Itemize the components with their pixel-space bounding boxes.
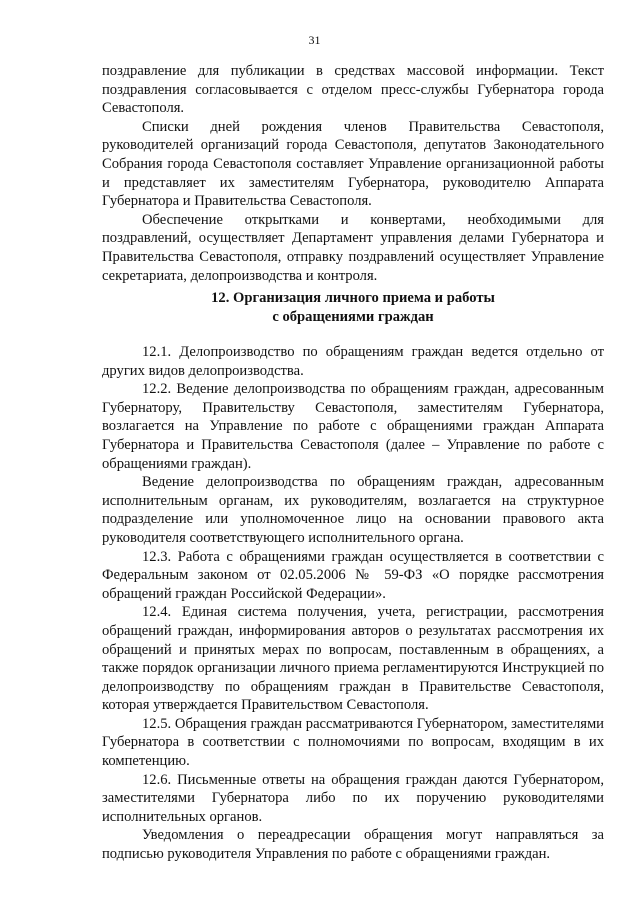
page-number: 31 bbox=[308, 33, 321, 47]
section-heading-line: с обращениями граждан bbox=[272, 309, 434, 325]
top-text-block bbox=[102, 62, 604, 285]
paragraph: Ведение делопроизводства по обращениям граждан, адресованным исполнительным органам, их руководителям, возлагается на структурное подразделение или уполномоченное лицо на основании правового акта руководителя соответствующего исполнительного органа. bbox=[102, 474, 604, 546]
paragraph: 12.3. Работа с обращениями граждан осуществляется в соответствии с Федеральным законом от 02.05.2006 № 59-ФЗ «О порядке рассмотрения обращений граждан Российской Федерации». bbox=[102, 548, 604, 602]
paragraph: 12.5. Обращения граждан рассматриваются Губернатором, заместителями Губернатора в соответствии с полномочиями по вопросам, входящим в их компетенцию. bbox=[102, 715, 604, 770]
paragraph: Обеспечение открытками и конвертами, необходимыми для поздравлений, осуществляет Департамент управления делами Губернатора и Правительства Севастополя, отправку поздравлений осуществляет Управление секретариата, делопроизводства и контроля. bbox=[102, 211, 604, 284]
paragraph: Уведомления о переадресации обращения могут направляться за подписью руководителя Управления по работе с обращениями граждан. bbox=[102, 827, 604, 863]
paragraph: 12.4. Единая система получения, учета, регистрации, рассмотрения обращений граждан, информирования авторов о результатах рассмотрения их обращений и принятых мерах по вопросам, поставленным в обращениях, а также порядок организации личного приема регламентируются Инструкцией по делопроизводству по обращениям граждан в Правительстве Севастополя, которая утверждается Правительством Севастополя. bbox=[102, 604, 604, 714]
paragraph: поздравление для публикации в средствах массовой информации. Текст поздравления согласовывается с отделом пресс-службы Губернатора города Севастополя. bbox=[102, 63, 604, 117]
paragraph: Списки дней рождения членов Правительства Севастополя, руководителей организаций города Севастополя, депутатов Законодательного Собрания города Севастополя составляет Управление организационной работы и представляет их заместителям Губернатора, руководителю Аппарата Губернатора и Правительства Севастополя. bbox=[102, 118, 604, 210]
section-heading-line: 12. Организация личного приема и работы bbox=[211, 290, 495, 306]
paragraph: 12.6. Письменные ответы на обращения граждан даются Губернатором, заместителями Губернатора либо по их поручению руководителями исполнительных органов. bbox=[102, 771, 604, 825]
paragraph: 12.2. Ведение делопроизводства по обращениям граждан, адресованным Губернатору, Правительству Севастополя, заместителям Губернатора, возлагается на Управление по работе с обращениями граждан Аппарата Губернатора и Правительства Севастополя (далее – Управление по работе с обращениями граждан). bbox=[102, 381, 604, 472]
section-heading bbox=[102, 289, 604, 327]
paragraph: 12.1. Делопроизводство по обращениям граждан ведется отдельно от других видов делопроизводства. bbox=[102, 344, 604, 379]
bottom-text-block bbox=[102, 343, 604, 864]
